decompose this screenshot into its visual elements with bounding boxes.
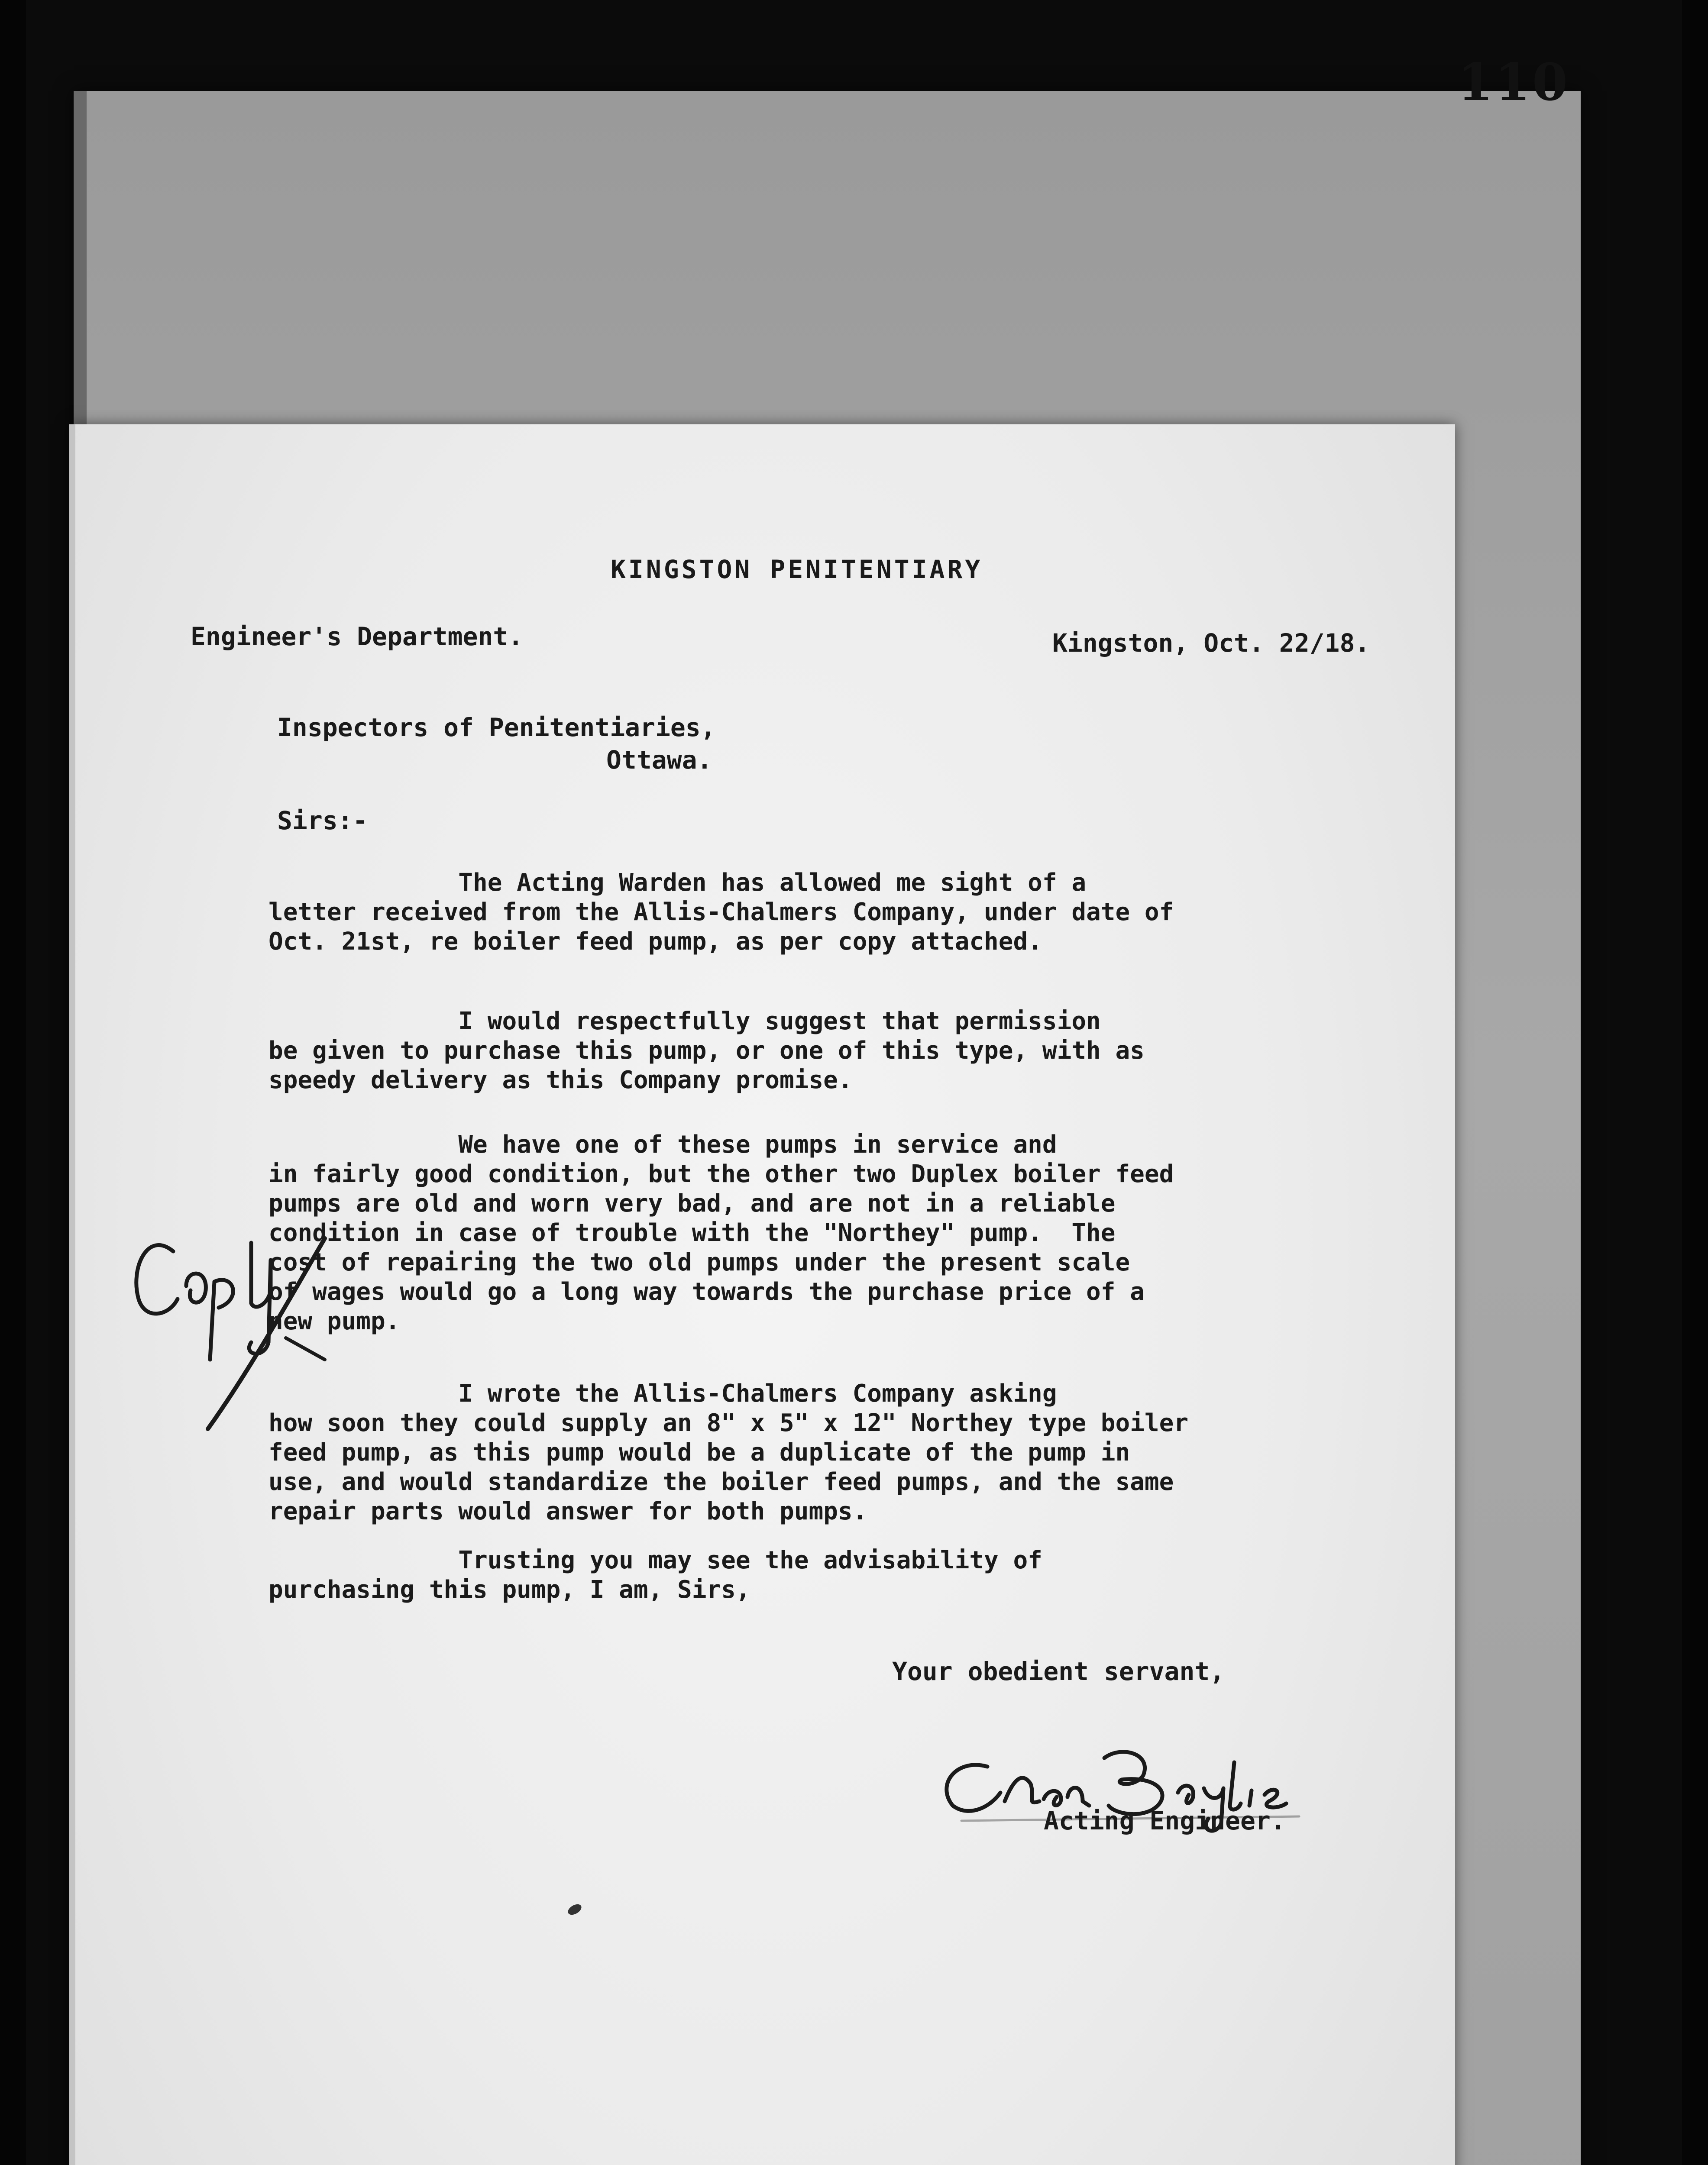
body-paragraph-4 bbox=[268, 1379, 1516, 1526]
paragraph-line: The Acting Warden has allowed me sight of a bbox=[268, 869, 1087, 897]
paragraph-line: I wrote the Allis-Chalmers Company asking bbox=[268, 1380, 1057, 1408]
paragraph-line: letter received from the Allis-Chalmers Company, under date of bbox=[268, 898, 1174, 926]
letter-date: Kingston, Oct. 22/18. bbox=[1052, 628, 1370, 658]
paragraph-line: feed pump, as this pump would be a duplicate of the pump in bbox=[268, 1438, 1130, 1467]
paragraph-line: how soon they could supply an 8" x 5" x 12" Northey type boiler bbox=[268, 1409, 1189, 1437]
letterhead-department: Engineer's Department. bbox=[191, 622, 524, 651]
paragraph-line: Oct. 21st, re boiler feed pump, as per copy attached. bbox=[268, 927, 1042, 956]
paragraph-line: condition in case of trouble with the "Northey" pump. The bbox=[268, 1219, 1116, 1247]
paragraph-line: I would respectfully suggest that permission bbox=[268, 1007, 1101, 1035]
paragraph-line: use, and would standardize the boiler feed pumps, and the same bbox=[268, 1468, 1174, 1496]
letterhead-institution: KINGSTON PENITENTIARY bbox=[611, 555, 983, 584]
letter-sheet bbox=[69, 424, 1455, 2165]
paragraph-line: purchasing this pump, I am, Sirs, bbox=[268, 1576, 750, 1604]
letter-left-edge bbox=[69, 424, 75, 2165]
film-frame-right bbox=[1682, 0, 1708, 2165]
paragraph-line: cost of repairing the two old pumps under the present scale bbox=[268, 1248, 1130, 1276]
page-number: 110 bbox=[1457, 52, 1569, 112]
paragraph-line: pumps are old and worn very bad, and are not in a reliable bbox=[268, 1189, 1116, 1218]
addressee-name: Inspectors of Penitentiaries, bbox=[277, 713, 716, 742]
complimentary-close: Your obedient servant, bbox=[892, 1657, 1225, 1686]
body-paragraph-1 bbox=[268, 868, 1516, 956]
body-paragraph-2 bbox=[268, 1007, 1516, 1095]
addressee-city: Ottawa. bbox=[606, 745, 712, 775]
paragraph-line: speedy delivery as this Company promise. bbox=[268, 1066, 853, 1094]
film-frame-left bbox=[0, 0, 26, 2165]
dust-speck bbox=[566, 1902, 583, 1917]
salutation: Sirs:- bbox=[277, 806, 368, 835]
paragraph-line: We have one of these pumps in service and bbox=[268, 1131, 1057, 1159]
body-paragraph-5 bbox=[268, 1546, 1516, 1605]
paragraph-line: new pump. bbox=[268, 1307, 400, 1335]
paragraph-line: of wages would go a long way towards the purchase price of a bbox=[268, 1278, 1145, 1306]
paragraph-line: Trusting you may see the advisability of bbox=[268, 1546, 1042, 1574]
paragraph-line: be given to purchase this pump, or one of this type, with as bbox=[268, 1037, 1145, 1065]
body-paragraph-3 bbox=[268, 1130, 1516, 1336]
paragraph-line: repair parts would answer for both pumps. bbox=[268, 1497, 867, 1525]
signer-title: Acting Engineer. bbox=[1044, 1806, 1286, 1835]
handwritten-copy-annotation bbox=[121, 1204, 346, 1446]
paragraph-line: in fairly good condition, but the other two Duplex boiler feed bbox=[268, 1160, 1174, 1188]
